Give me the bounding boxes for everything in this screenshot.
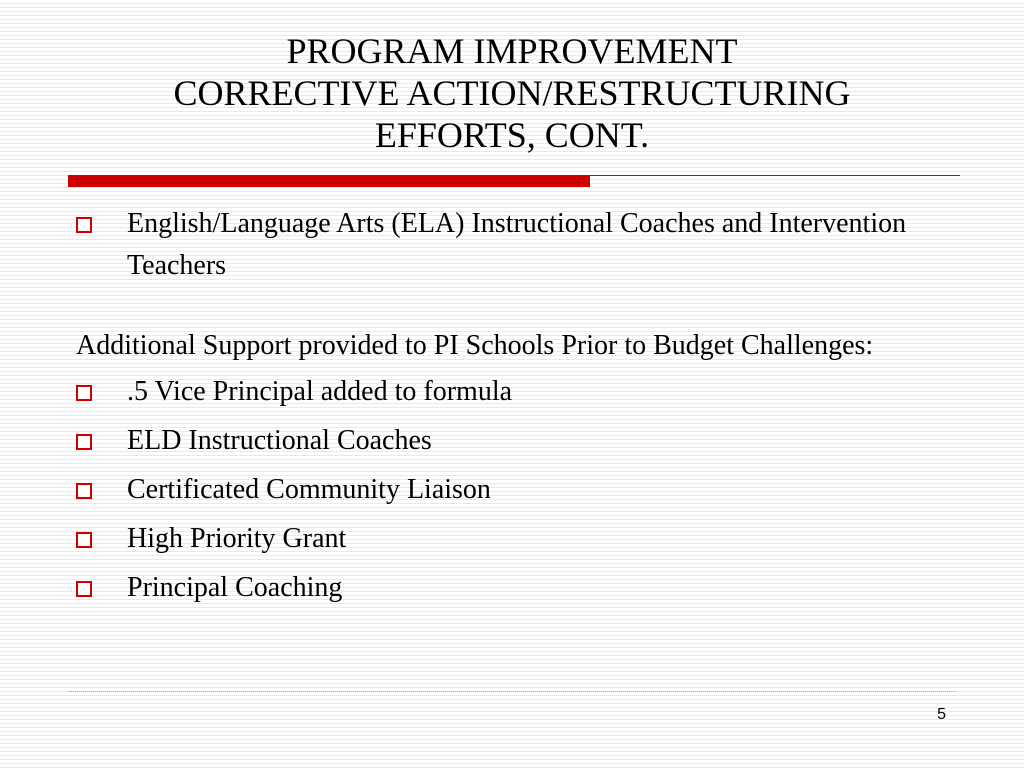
bullet-text: English/Language Arts (ELA) Instructional Coaches and Intervention Teachers: [127, 208, 907, 281]
footer-divider: [68, 691, 956, 692]
square-bullet-icon: [76, 581, 92, 597]
page-number: 5: [937, 706, 946, 723]
bullet-text: High Priority Grant: [127, 523, 347, 554]
bullet-text: Principal Coaching: [127, 572, 343, 603]
bullet-text: .5 Vice Principal added to formula: [127, 376, 513, 407]
intro-paragraph: Additional Support provided to PI Schools Prior to Budget Challenges:: [76, 330, 874, 361]
title-divider: [68, 175, 960, 187]
slide-body: [76, 203, 936, 616]
square-bullet-icon: [76, 217, 92, 233]
square-bullet-icon: [76, 434, 92, 450]
bullet-item: [76, 518, 936, 560]
slide-title-line: EFFORTS, CONT.: [374, 115, 650, 155]
bullet-text: ELD Instructional Coaches: [127, 425, 432, 456]
slide-title: [60, 30, 964, 156]
slide-title-line: CORRECTIVE ACTION/RESTRUCTURING: [173, 73, 851, 113]
square-bullet-icon: [76, 385, 92, 401]
bullet-item: [76, 371, 936, 413]
square-bullet-icon: [76, 483, 92, 499]
bullet-item: [76, 567, 936, 609]
slide-title-line: PROGRAM IMPROVEMENT: [286, 31, 738, 71]
bullet-item: [76, 203, 936, 287]
bullet-item: [76, 420, 936, 462]
bullet-item: [76, 469, 936, 511]
title-divider-thick-segment: [68, 175, 590, 187]
title-divider-thin-segment: [590, 175, 960, 176]
bullet-text: Certificated Community Liaison: [127, 474, 491, 505]
square-bullet-icon: [76, 532, 92, 548]
